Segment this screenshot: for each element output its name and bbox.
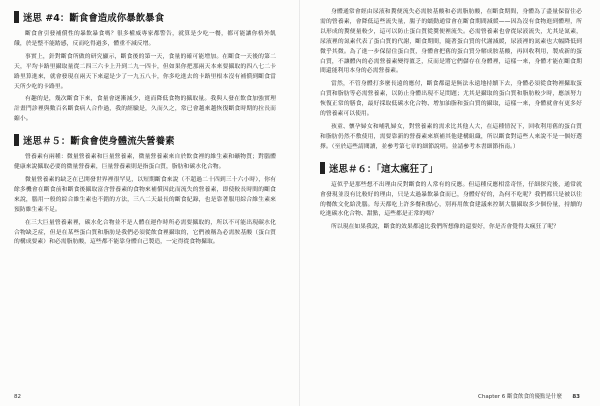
heading-bar-icon bbox=[14, 134, 19, 146]
chapter-footer: Chapter 6 斷食飲食的優點是什麼 bbox=[478, 394, 562, 400]
right-column bbox=[320, 8, 582, 236]
page-number: 82 bbox=[14, 394, 21, 400]
right-page bbox=[300, 0, 600, 406]
heading-bar-icon bbox=[14, 11, 19, 23]
paragraph: 當然，不管身體打多麼長遠的應付，斷食都還是無法永遠地持續下去，身體必須從食物裡攝取蛋白質和脂肪等必需營養素，以防止身體出現不足問題；尤其是攝取的蛋白質和脂肪較少時，應該努力恢復正常的膳食，最好採取低碳水化合物、增加油脂和蛋白質的攝取，這樣一來，身體就會有更多好的營養素可以使用。 bbox=[320, 81, 582, 118]
section-title: 迷思 #4：斷食會造成你暴飲暴食 bbox=[23, 13, 165, 24]
section-heading-myth-4 bbox=[14, 10, 276, 24]
section-heading-myth-6 bbox=[320, 161, 582, 175]
paragraph: 微量營養素的缺乏在已開發世界裡很罕見，以短期斷食來說（不超過二十四到三十六小時），你有餘多機會在斷食前和斷食後攝取富含營養素的食物來補償因此而流失的營養素，即使較長時間的斷食來說，腦用一般的綜合維生素也不錯的方法，三八二天最長的斷食紀錄，也是靠著服用綜合維生素來預防維生素不足。 bbox=[14, 176, 276, 213]
section-title: 迷思＃６：「這太瘋狂了」 bbox=[329, 163, 439, 175]
paragraph: 營養素有兩種：微量營養素和巨量營養素，微量營養素來自於飲食裡的維生素和礦物質；對腦體健康來說攝取必要的微量營養素，巨量營養素則是指蛋白質，脂肪和碳水化合物。 bbox=[14, 154, 276, 171]
section-title: 迷思＃５：斷食會使身體流失營養素 bbox=[23, 136, 175, 148]
section-heading-myth-5 bbox=[14, 133, 276, 147]
paragraph: 這似乎是那些想不出理由反對斷食的人常有的反應。但這種反應相當奇怪，仔細探究後，通常就會發現並沒有比較好的理由，只是太過暴飲暴食而已，身體好好的，為何不吃呢？我們都只是被以往的餐飲文化給洗腦。每天都吃上許多餐和點心，別再用飲食建議來控制大腦攝取多少個份量，持續的吃進碳水化合物、甜點，這些都是正常的嗎？ bbox=[320, 181, 582, 218]
paragraph: 身體通常會經由尿液和糞便流失必需胺基酸和必需脂肪酸，在斷食期間，身體為了盡量保留住必需的營養素，會降低這些流失量，腸子的蠕動通常會在斷食期間減緩——因為沒有食物進到體理，所以形成的糞便量較少，這可以防止蛋白質從糞便裡流失。必需營養素也會從尿液流失，尤其是氮素，尿液裡的氮素代表了蛋白質的代謝，斷食期間，隨著蛋白質的代謝減緩，尿液裡的氮素也大幅降低到微乎其微。為了進一步保留住蛋白質，身體會把舊的蛋白質分解成胺基酸，再回收利用，製成新的蛋白質，不讓體內的必需營養素變得匱乏，反而是將它們儲存在身體裡，這樣一來，身體才能在斷食期間還能利用本身的必需營養素。 bbox=[320, 9, 582, 75]
paragraph: 事實上，針對斷食所做的研究顯示，斷食後的第一天，食量的確可能增加。在斷食一天後的第二天，平均卡路里攝取量從二四三六卡上升到二九一四卡，但如果你把那兩天本來要攝取的四八七二卡路里算進來，就會發現在兩天下來還是少了一九五八卡，你多吃進去的卡路里根本沒有補償到斷食當天所少吃的卡路里。 bbox=[14, 53, 276, 90]
paragraph: 在三大巨量營養素裡，碳水化合物並不是人體在運作時所必需要攝取的，所以不可能出現碳水化合物缺乏症，但是在某些蛋白質和脂肪是我們必須從飲食裡攝取的，它們被稱為必需胺基酸（蛋白質的構成要素）和必需脂肪酸，這些都不能靠身體自己製造，一定得從食物攝取。 bbox=[14, 219, 276, 246]
heading-bar-icon bbox=[320, 162, 325, 174]
paragraph: 所以現在如果我說，斷食的效果都遠比我們所想像的還要好，你是否會覺得太瘋狂了呢？ bbox=[331, 224, 560, 231]
page-number: 83 bbox=[572, 394, 580, 400]
paragraph: 斷食會引發補償性的暴飲暴食嗎？很多權威專家都警告，就算是少吃一餐，都可能讓你格外飢餓，於是整不能踏感，反而吃得過多，體重不減反增。 bbox=[14, 31, 276, 47]
paragraph: 有趣的是，幾次斷食下來，食量會逐漸減少，進而降低食物的攝取量。我與人發在飲食加強實理計畫門診裡與數百名斷食病人合作過，我的經驗是，久而久之，常已會越來越恢復斷食時期的拉長而縮小。 bbox=[14, 96, 276, 123]
paragraph: 孩童、懷孕婦女和哺乳婦女，對營養素的需求比其他人大，在這種情況下，回收利用舊的蛋白質和脂肪仍然不敷使用，需要靠新的營養素來填補其他建構組織，所以斷食對這些人來說不是一個好選擇。（至於這些請閱讀，並參考第七章的細節說明。並請參考本書細節指南。） bbox=[320, 123, 582, 150]
left-column bbox=[14, 8, 276, 251]
